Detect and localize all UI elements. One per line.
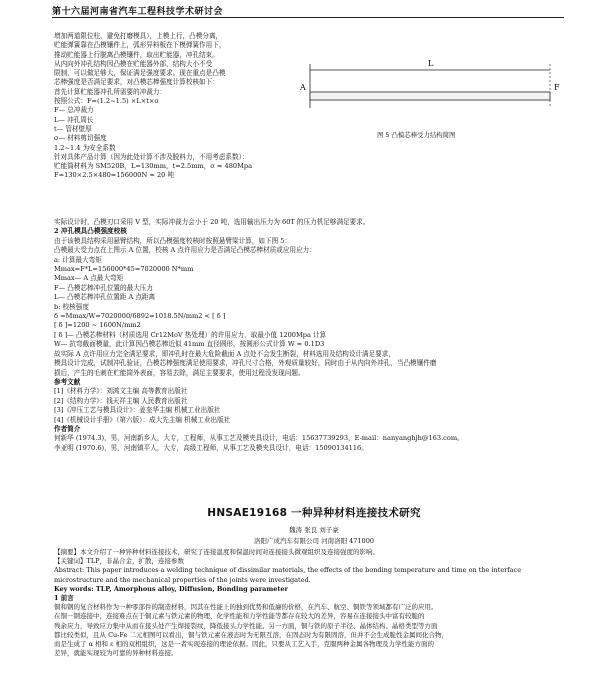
- references-heading: 参考文献: [54, 377, 81, 386]
- body-line: 故实际 A 点许用应力完全满足要求，即冲孔时在最大危险截面 A 点处不会发生断裂，材料选用及结构设计满足要求，: [54, 349, 395, 358]
- reference-item: [2]《结构力学》：钱天祥主编 人民教育出版社: [54, 396, 188, 405]
- body-line: 从内向外冲孔结构因凸模在贮能器外部，结构大小不受: [54, 59, 213, 68]
- body-line: 模具设计完成，试制冲孔验证，凸模芯棒强度满足使用要求，冲孔尺寸合格，外观质量较好，同时由于从内向外冲孔，当凸模镶件磨: [54, 359, 437, 368]
- author-bio: 何新华 (1974.3)，男，河南新乡人，大专，工程师，从事工艺及模夹具设计，电话：15637739293，E-mail：nanyanghjh@163.com。: [54, 434, 464, 443]
- beam-diagram: [300, 48, 562, 128]
- header-rule: [52, 17, 564, 18]
- body-line: 限制，可以做足够大，保证满足强度要求。现在重点是凸模: [54, 69, 226, 78]
- body-line: 增加两道限位柱，避免打磨模具），上模上行，凸模分离，: [54, 32, 223, 40]
- abstract-en: microstructure and the mechanical properties of the joints were investigated.: [54, 575, 311, 584]
- keywords-cn: 【关键词】TLP，非晶合金，扩散，连接参数: [54, 557, 185, 566]
- body-line: L— 凸模芯棒冲孔位置距 A 点距离: [54, 293, 156, 302]
- body-line: σ— 材料剪切强度: [54, 134, 107, 143]
- body-line: 按照公式：F=(1.2~1.5) ×L×t×σ: [54, 97, 159, 106]
- author-bio: 李亚明 (1970.6)，男，河南镇平人，大专，高级工程师，从事工艺及模夹具设计，电话：15090134116。: [54, 443, 368, 452]
- body-line: W— 抗弯截面模量，此计算因凸模芯棒近似 41mm 直径圆形，按圆形公式计算 W ≈ 0.1D3: [54, 340, 325, 349]
- abstract-en: Abstract: This paper introduces a welding technique of dissimilar materials, the effects of the bonding temperature and time on the interface: [54, 566, 522, 575]
- label-A: A: [300, 83, 306, 92]
- body-line: 1.2~1.4 为安全系数: [54, 143, 116, 152]
- body-line: 推动贮能器上行脱离凸模镶件，取出贮能器，冲孔结束。: [54, 50, 219, 59]
- body-line: t— 管材壁厚: [54, 124, 92, 133]
- full-width-body: [54, 218, 574, 453]
- figure-caption: 图 5 凸模芯棒受力结构简图: [377, 131, 456, 139]
- abstract-section: [54, 548, 574, 658]
- body-line: 贮能筒材料为 SM520B，L=130mm，t=2.5mm，σ ≈ 480Mpa: [54, 162, 253, 171]
- body-line: L— 冲孔周长: [54, 115, 94, 124]
- body-line: 由于该模具结构采用悬臂结构，所以凸模强度校核时按照悬臂梁计算，如下图 5：: [54, 236, 292, 245]
- body-line: δ =Mmax/W=7020000/6892=1018.5N/mm2 < [ δ ]: [54, 312, 226, 321]
- abstract-cn: 【摘要】本文介绍了一种异种材料连接技术，研究了连接温度和保温时间对连接接头微观组织及连接强度的影响。: [54, 548, 379, 556]
- body-line: 差异，就能实现较为可靠的异种材料连接。: [54, 649, 178, 658]
- body-line: 针对具体产品计算（因为此处计算不涉及脱料力，不用考虑系数）：: [54, 152, 249, 161]
- body-line: Mmax=F*L=156000*45=7020000 N*mm: [54, 265, 194, 274]
- reference-item: [3]《冲压工艺与模具设计》：姜奎华主编 机械工业出版社: [54, 406, 221, 415]
- body-line: [ δ ]— 凸模芯棒材料（材质选用 Cr12MoV 热处理）的许用应力，取最小值 1200Mpa 计算: [54, 330, 327, 339]
- body-line: a: 计算最大弯矩: [54, 255, 102, 264]
- author-bio-heading: 作者简介: [54, 424, 81, 433]
- section-heading: 2 冲孔模具凸模强度校核: [54, 227, 127, 236]
- paper-title: HNSAE19168 一种异种材料连接技术研究: [207, 507, 421, 519]
- label-F: F: [554, 83, 560, 92]
- running-header: 第十六届河南省汽车工程科技学术研讨会: [52, 7, 224, 17]
- body-line: 凸模最大受力点在上图示 A 位置，校核 A 点许用应力是否满足凸模芯棒材质或应用应力：: [54, 246, 316, 255]
- body-line: 在铜－钢连接中，连接难点在于铜元素与铁元素的物理、化学性能和力学性能等都存在较大的差异，容易在连接接头中富有较脆的: [54, 612, 425, 621]
- body-line: Mmax— A 点最大弯矩: [54, 274, 124, 283]
- paper-title-block: [54, 505, 574, 545]
- body-line: 贮能弹簧靠在凸模镶件上，弧形异料板在下模弹簧作用下，: [54, 41, 226, 50]
- left-column: [54, 32, 294, 181]
- label-L: L: [428, 59, 434, 68]
- intro-heading: 1 前言: [54, 594, 74, 603]
- body-line: [ δ ]=1200 ~ 1600N/mm2: [54, 321, 141, 330]
- body-line: 芯棒强度是否满足要求，对凸模芯棒强度计算校核如下：: [54, 78, 219, 87]
- body-line: 而是生成了 α 相和 ε 相的双相组织，这是一者实现连接的理论依据。因此，只要从工艺入手，克服两种金属各物理及力学性能方面的: [54, 640, 435, 649]
- body-line: F— 总冲裁力: [54, 106, 94, 115]
- body-line: 实际设计时，凸模刃口采用 V 型，实际冲裁力会小于 20 吨，选用输出压力为 60T 的压力机足够满足要求。: [54, 218, 370, 226]
- paper-affiliation: 洛阳广成汽车有限公司 河南洛阳 471000: [254, 537, 374, 545]
- body-line: 损后，产生的毛刺在贮能筒外表面，容易去除，满足主要要求，使用过程没发现问题。: [54, 368, 305, 377]
- reference-item: [4]《机械设计手册》（第六版）：成大先主编 机械工业出版社: [54, 415, 231, 424]
- paper-authors: 魏涛 张良 刘子豪: [289, 526, 339, 534]
- body-line: 残余应力，导致应力集中从而在接头处产生焊接裂纹，降低接头力学性能。另一方面，铜与铁的原子半径、晶体结构、晶格类型等方面: [54, 621, 438, 630]
- body-line: 铜和钢的复合材料作为一种零部件的制造材料，因其在性能上的独到优势和低廉的价格，在汽车、航空、铜铁等领域都有广泛的应用。: [54, 603, 438, 612]
- reference-item: [1]《材料力学》：刘鸿文主编 高等教育出版社: [54, 387, 188, 396]
- body-line: 都比较类似，且从 Cu-Fe 二元相图可以看出，铜与铁元素在液态时为无限互溶，在固态时为有限固溶，但并不会生成脆性金属间化合物，: [54, 630, 448, 639]
- body-line: F— 凸模芯棒冲孔位置的最大压力: [54, 283, 153, 292]
- body-line: 首先计算贮能器冲孔所需要的冲裁力：: [54, 87, 167, 96]
- body-line: F=130×2.5×480=156000N ≈ 20 吨: [54, 171, 175, 180]
- beam-rect: [310, 92, 550, 100]
- keywords-en: Key words: TLP, Amorphous alloy, Diffusion, Bonding parameter: [54, 584, 288, 593]
- body-line: b: 校核强度: [54, 302, 89, 311]
